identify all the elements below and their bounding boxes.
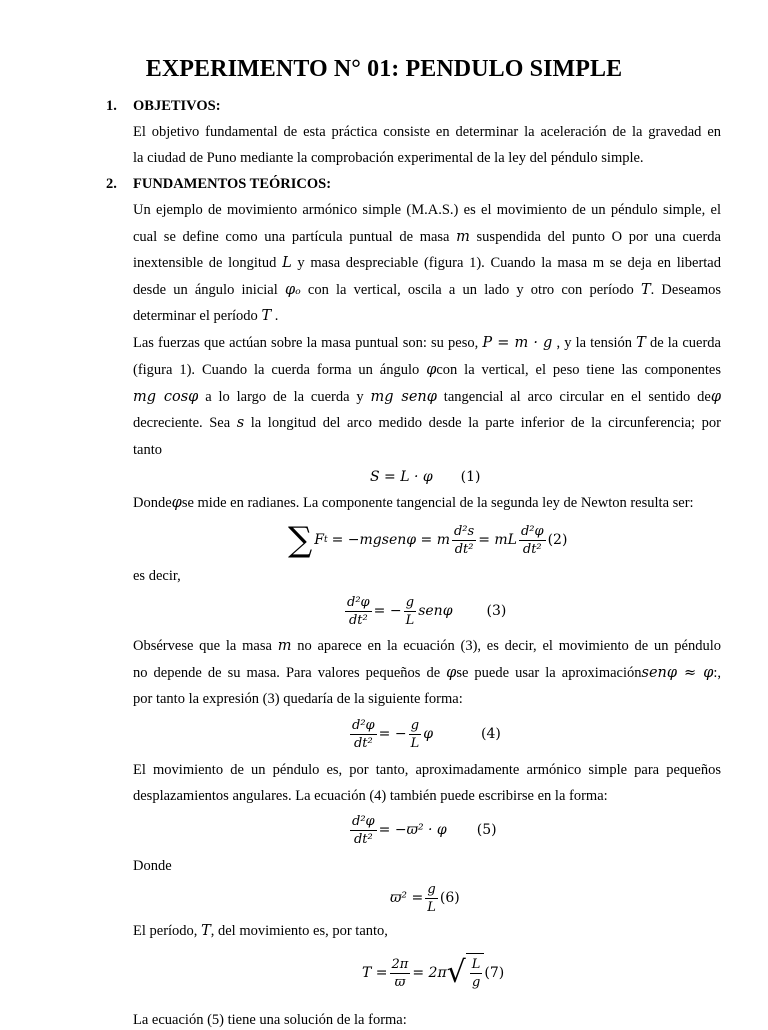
paragraph-line [133, 663, 721, 683]
denominator: L [427, 899, 436, 915]
math-symbol: s [236, 415, 245, 431]
radicand [466, 953, 485, 993]
denominator: dt² [353, 831, 373, 847]
denominator: L [405, 612, 415, 628]
numerator: d²s [453, 523, 475, 539]
paragraph-line [133, 413, 721, 433]
equation-7 [362, 950, 504, 996]
text-run: la longitud del arco medido desde la parte inferior de la circunferencia; por [244, 415, 721, 431]
equation-1 [370, 466, 481, 488]
equation-term: senφ [418, 603, 453, 619]
fraction [409, 717, 422, 752]
paragraph-line: Un ejemplo de movimiento armónico simple (M.A.S.) es el movimiento de un péndulo simple, el [133, 202, 721, 218]
text-run: se puede usar la aproximación [456, 665, 642, 681]
math-symbol: m [456, 229, 470, 245]
equation-2 [288, 518, 567, 562]
subscript: t [324, 535, 328, 545]
text-run: desde un ángulo inicial [133, 282, 285, 298]
numerator: d²φ [352, 813, 375, 829]
text-run: determinar el período [133, 308, 262, 324]
fraction [425, 881, 438, 916]
equation-number: (7) [484, 965, 505, 981]
fraction [519, 523, 546, 558]
paragraph-line: El movimiento de un péndulo es, por tanto, aproximadamente armónico simple para pequeños [133, 762, 721, 778]
text-run: Obsérvese que la masa [133, 638, 278, 654]
numerator: d²φ [347, 594, 370, 610]
math-symbol: φ [710, 389, 721, 405]
math-symbol: φ [446, 665, 457, 681]
equation-4 [348, 714, 501, 754]
section-heading-fundamentos [106, 174, 331, 194]
paragraph-line: La ecuación (5) tiene una solución de la forma: [133, 1012, 407, 1028]
numerator: g [405, 594, 415, 610]
text-run: decreciente. Sea [133, 415, 237, 431]
equation-5 [348, 810, 497, 850]
paragraph-line [133, 306, 721, 326]
numerator: 2π [391, 956, 409, 972]
paragraph-line [133, 636, 721, 656]
equation-number: (3) [486, 603, 507, 619]
denominator: dt² [353, 735, 373, 751]
fraction [404, 594, 417, 629]
paragraph-line [133, 280, 721, 300]
section-number: 1. [106, 98, 117, 114]
section-label: OBJETIVOS: [133, 98, 221, 114]
equation-number: (6) [439, 890, 460, 906]
square-root [447, 953, 485, 993]
text-run: , del movimiento es, por tanto, [210, 923, 388, 939]
fraction [452, 523, 476, 558]
document-title: EXPERIMENTO N° 01: PENDULO SIMPLE [145, 56, 623, 82]
text-run: no depende de su masa. Para valores pequeños de [133, 665, 447, 681]
text-run: no aparece en la ecuación (3), es decir, el movimiento de un péndulo [291, 638, 721, 654]
fraction [345, 594, 372, 629]
fraction [390, 956, 411, 991]
paragraph-line: la ciudad de Puno mediante la comprobación experimental de la ley del péndulo simple. [133, 150, 644, 166]
equation-number: (2) [547, 532, 568, 548]
equation-term: = − [373, 603, 402, 619]
equation-expression: S = L · φ [370, 469, 433, 485]
paragraph-line [133, 227, 721, 247]
denominator: dt² [522, 541, 542, 557]
math-symbol: T [261, 308, 272, 324]
section-label: FUNDAMENTOS TEÓRICOS: [133, 176, 332, 192]
denominator: g [471, 975, 481, 990]
text-run: (figura 1). Cuando la cuerda forma un ángulo [133, 362, 427, 378]
equation-term: = − [378, 726, 407, 742]
math-symbol: P = m · g [482, 335, 553, 351]
equation-term: = −ϖ² · φ [378, 822, 447, 838]
equation-term: = mL [478, 532, 517, 548]
text-run: El período, [133, 923, 202, 939]
text-run: se mide en radianes. La componente tangencial de la segunda ley de Newton resulta ser: [181, 495, 694, 511]
math-symbol: φ [426, 362, 437, 378]
math-symbol: φₒ [284, 282, 301, 298]
equation-term: F [314, 532, 324, 548]
text-run: , y la tensión [552, 335, 637, 351]
numerator: g [410, 717, 420, 733]
denominator: ϖ [394, 974, 406, 990]
paragraph-line: tanto [133, 442, 162, 458]
math-symbol: senφ ≈ φ [641, 665, 714, 681]
paragraph-line: por tanto la expresión (3) quedaría de la siguiente forma: [133, 691, 463, 707]
paragraph-line [133, 387, 721, 407]
text-run: . Deseamos [650, 282, 722, 298]
equation-number: (5) [476, 822, 497, 838]
math-symbol: L [282, 255, 292, 271]
equation-6 [390, 878, 460, 918]
equation-term: = 2π [412, 965, 447, 981]
text-run: suspendida del punto O por una cuerda [469, 229, 721, 245]
paragraph-line [133, 921, 721, 941]
paragraph-line: es decir, [133, 568, 181, 584]
math-symbol: T [636, 335, 646, 351]
numerator: d²φ [520, 523, 544, 539]
equation-term: T = [362, 965, 388, 981]
math-symbol: T [640, 282, 651, 298]
text-run: cual se define como una partícula puntual de masa [133, 229, 457, 245]
fraction [350, 813, 377, 848]
math-symbol: mg senφ [370, 389, 437, 405]
math-symbol: mg cosφ [133, 389, 199, 405]
equation-number: (4) [481, 726, 501, 742]
math-symbol: φ [171, 495, 182, 511]
paragraph-line [133, 333, 721, 353]
paragraph-line: Donde [133, 858, 172, 874]
text-run: y masa despreciable (figura 1). Cuando la masa m se deja en libertad [291, 255, 721, 271]
equation-term: = −mgsenφ = m [331, 532, 450, 548]
numerator: L [471, 957, 481, 972]
paragraph-line [133, 360, 721, 380]
text-run: Donde [133, 495, 172, 511]
text-run: . [271, 308, 279, 324]
denominator: dt² [454, 541, 474, 557]
equation-term: ϖ² = [390, 890, 424, 906]
denominator: L [410, 735, 420, 751]
text-run: tangencial al arco circular en el sentido de [436, 389, 711, 405]
equation-3 [343, 591, 506, 631]
numerator: d²φ [352, 717, 375, 733]
equation-number: (1) [460, 469, 481, 485]
numerator: g [427, 881, 436, 897]
radical-sign: √ [446, 955, 466, 990]
text-run: con la vertical, el peso tiene las componentes [436, 362, 721, 378]
paragraph-line [133, 253, 721, 273]
paragraph-line: El objetivo fundamental de esta práctica consiste en determinar la aceleración de la gravedad en [133, 124, 721, 140]
math-symbol: T [201, 923, 211, 939]
section-number: 2. [106, 176, 117, 192]
equation-term: φ [423, 726, 434, 742]
fraction [470, 956, 483, 991]
paragraph-line [133, 493, 721, 513]
text-run: :, [713, 665, 722, 681]
text-run: con la vertical, oscila a un lado y otro con período [300, 282, 641, 298]
text-run: de la cuerda [645, 335, 721, 351]
fraction [350, 717, 377, 752]
paragraph-line: desplazamientos angulares. La ecuación (4) también puede escribirse en la forma: [133, 788, 608, 804]
text-run: a lo largo de la cuerda y [198, 389, 371, 405]
denominator: dt² [348, 612, 368, 628]
text-run: inextensible de longitud [133, 255, 283, 271]
text-run: Las fuerzas que actúan sobre la masa puntual son: su peso, [133, 335, 483, 351]
summation-sign: ∑ [288, 520, 313, 560]
section-heading-objetivos [106, 96, 221, 116]
math-symbol: m [277, 638, 292, 654]
